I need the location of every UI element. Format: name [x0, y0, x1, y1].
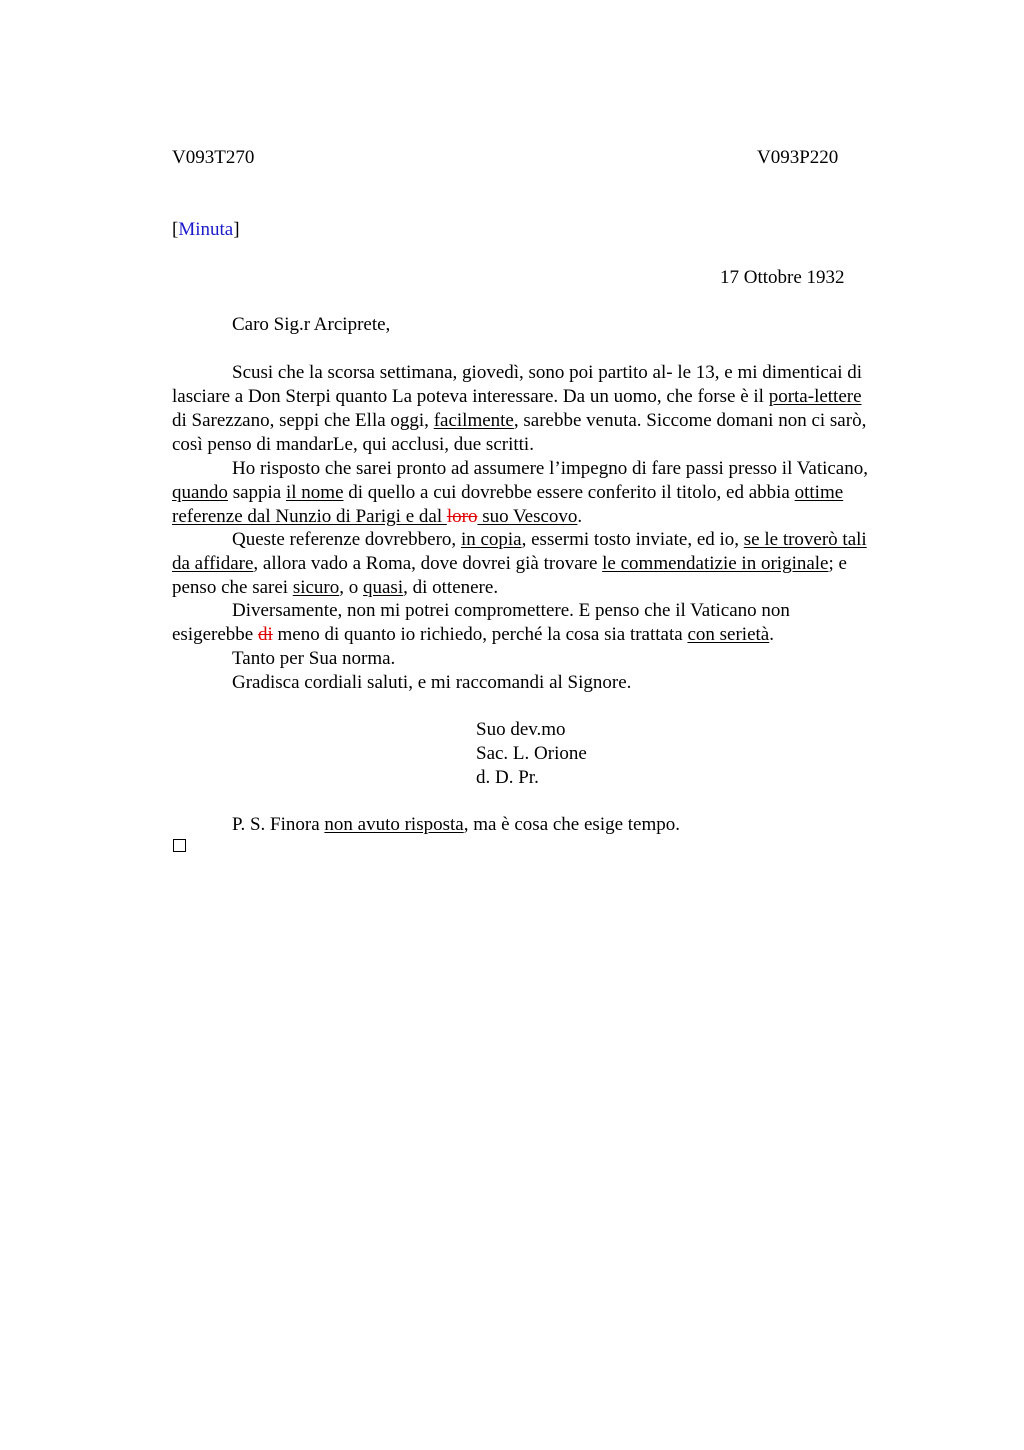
body-line-11: Diversamente, non mi potrei compromettere. E penso che il Vaticano non	[232, 600, 790, 621]
signature-title: d. D. Pr.	[476, 767, 539, 788]
body-line-3: di Sarezzano, seppi che Ella oggi, facilmente, sarebbe venuta. Siccome domani non ci sarò,	[172, 410, 867, 431]
signature-name: Sac. L. Orione	[476, 743, 587, 764]
letter-date: 17 Ottobre 1932	[720, 267, 845, 288]
salutation: Caro Sig.r Arciprete,	[232, 314, 391, 335]
deleted-word: di	[257, 624, 273, 645]
body-line-5: Ho risposto che sarei pronto ad assumere l’impegno di fare passi presso il Vaticano,	[232, 458, 868, 479]
minuta-text: Minuta	[178, 219, 234, 240]
deleted-word: loro	[446, 506, 478, 527]
body-line-9: da affidare, allora vado a Roma, dove dovrei già trovare le commendatizie in originale; e	[172, 553, 847, 574]
signature-closing: Suo dev.mo	[476, 719, 566, 740]
body-line-13: Tanto per Sua norma.	[232, 648, 396, 669]
body-line-8: Queste referenze dovrebbero, in copia, essermi tosto inviate, ed io, se le troverò tali	[232, 529, 867, 550]
body-line-7: referenze dal Nunzio di Parigi e dal loro suo Vescovo.	[172, 506, 583, 527]
body-line-12: esigerebbe di meno di quanto io richiedo, perché la cosa sia trattata con serietà.	[172, 624, 774, 645]
body-line-4: così penso di mandarLe, qui acclusi, due scritti.	[172, 434, 534, 455]
minuta-label: [Minuta]	[172, 219, 240, 240]
body-line-6: quando sappia il nome di quello a cui dovrebbe essere conferito il titolo, ed abbia ottime	[172, 482, 844, 503]
body-line-2: lasciare a Don Sterpi quanto La poteva interessare. Da un uomo, che forse è il porta-lettere	[172, 386, 862, 407]
body-line-10: penso che sarei sicuro, o quasi, di ottenere.	[172, 577, 499, 598]
header-right-code: V093P220	[757, 147, 839, 168]
header-left-code: V093T270	[172, 147, 255, 168]
body-line-14: Gradisca cordiali saluti, e mi raccomandi al Signore.	[232, 672, 632, 693]
postscript: P. S. Finora non avuto risposta, ma è cosa che esige tempo.	[232, 814, 681, 835]
end-marker-box	[173, 839, 186, 852]
body-line-1: Scusi che la scorsa settimana, giovedì, sono poi partito al- le 13, e mi dimenticai di	[232, 362, 863, 383]
